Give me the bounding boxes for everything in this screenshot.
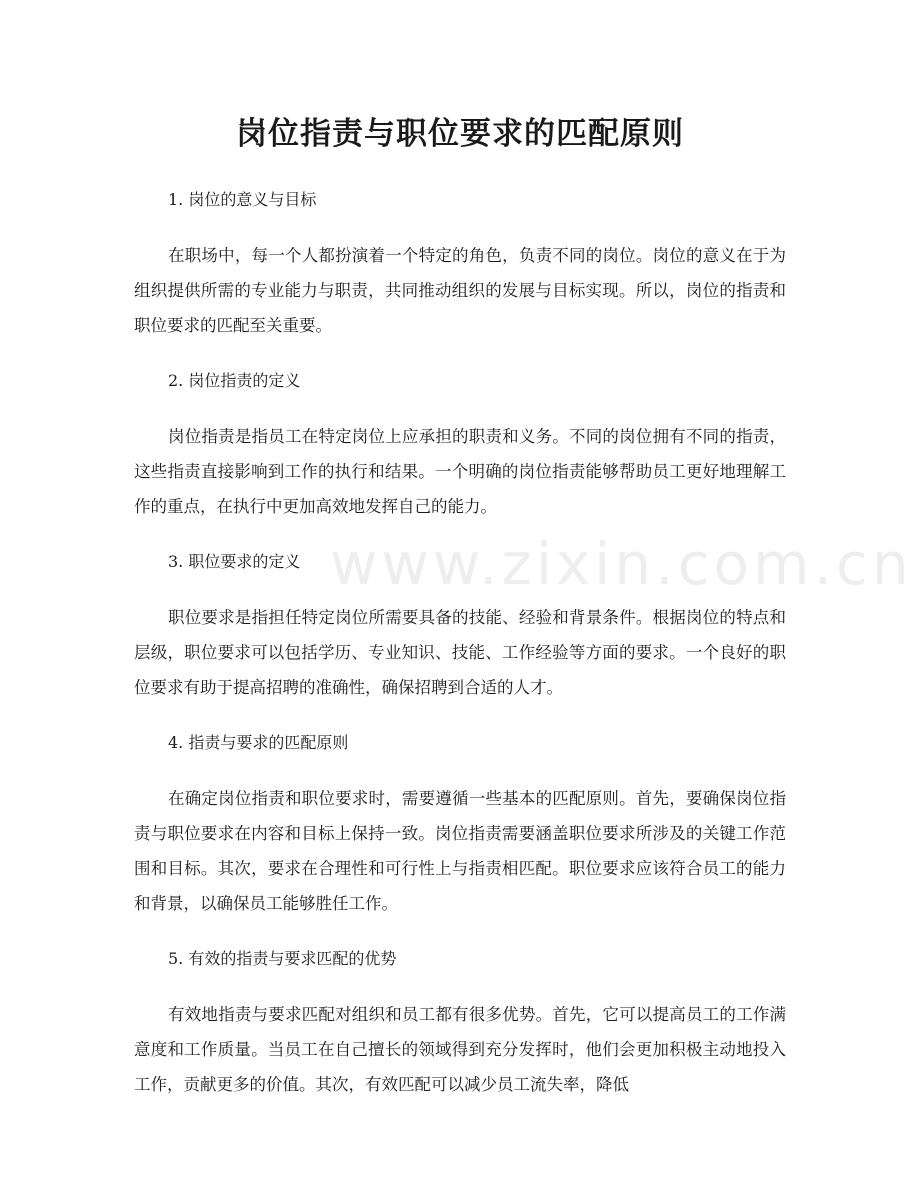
section-1 — [134, 182, 786, 343]
section-heading: 4. 指责与要求的匹配原则 — [168, 733, 349, 752]
section-heading: 3. 职位要求的定义 — [168, 552, 301, 571]
section-3 — [134, 544, 786, 705]
section-paragraph: 岗位指责是指员工在特定岗位上应承担的职责和义务。不同的岗位拥有不同的指责，这些指责直接影响到工作的执行和结果。一个明确的岗位指责能够帮助员工更好地理解工作的重点，在执行中更加高效地发挥自己的能力。 — [134, 427, 786, 516]
section-paragraph: 在确定岗位指责和职位要求时，需要遵循一些基本的匹配原则。首先，要确保岗位指责与职位要求在内容和目标上保持一致。岗位指责需要涵盖职位要求所涉及的关键工作范围和目标。其次，要求在合理性和可行性上与指责相匹配。职位要求应该符合员工的能力和背景，以确保员工能够胜任工作。 — [134, 789, 786, 913]
section-paragraph: 有效地指责与要求匹配对组织和员工都有很多优势。首先，它可以提高员工的工作满意度和工作质量。当员工在自己擅长的领域得到充分发挥时，他们会更加积极主动地投入工作，贡献更多的价值。其次，有效匹配可以减少员工流失率，降低 — [134, 1005, 786, 1094]
section-paragraph: 在职场中，每一个人都扮演着一个特定的角色，负责不同的岗位。岗位的意义在于为组织提供所需的专业能力与职责，共同推动组织的发展与目标实现。所以，岗位的指责和职位要求的匹配至关重要。 — [134, 246, 786, 335]
document-body — [134, 182, 786, 1122]
page-title: 岗位指责与职位要求的匹配原则 — [236, 116, 684, 152]
section-4 — [134, 725, 786, 921]
section-heading: 5. 有效的指责与要求匹配的优势 — [168, 949, 397, 968]
section-heading: 2. 岗位指责的定义 — [168, 371, 301, 390]
section-5 — [134, 941, 786, 1102]
section-2 — [134, 363, 786, 524]
section-paragraph: 职位要求是指担任特定岗位所需要具备的技能、经验和背景条件。根据岗位的特点和层级，职位要求可以包括学历、专业知识、技能、工作经验等方面的要求。一个良好的职位要求有助于提高招聘的准确性，确保招聘到合适的人才。 — [134, 608, 786, 697]
watermark: www.zixin.com.cn — [330, 530, 913, 598]
section-heading: 1. 岗位的意义与目标 — [168, 190, 317, 209]
